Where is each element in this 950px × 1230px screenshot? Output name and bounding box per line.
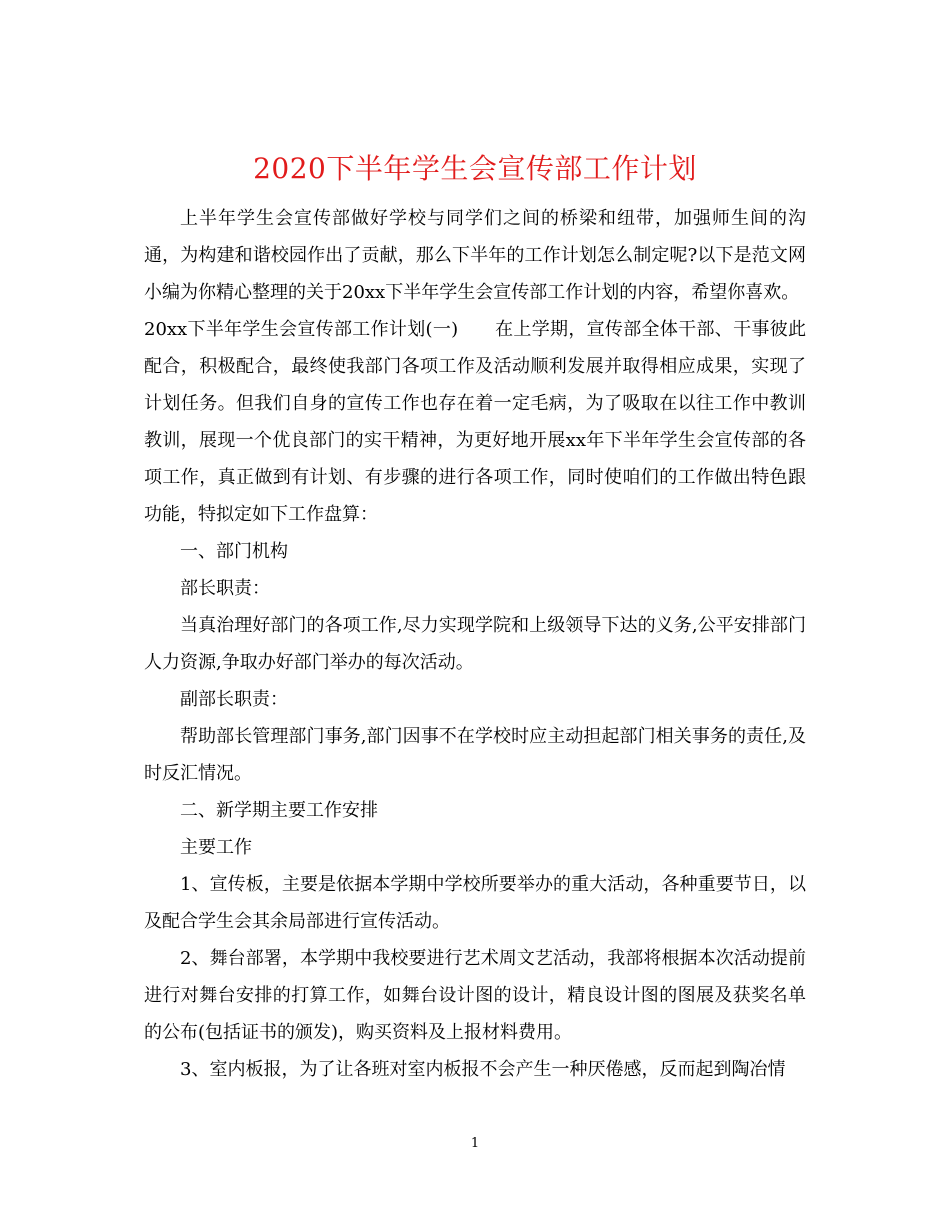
- section-heading-department: 一、部门机构: [180, 541, 288, 562]
- document-title: 2020下半年学生会宣传部工作计划: [253, 151, 697, 185]
- main-work-heading: 主要工作: [180, 837, 252, 858]
- plan-one-paragraph: 20xx下半年学生会宣传部工作计划(一) 在上学期，宣传部全体干部、干事彼此配合，积极配合，最终使我部门各项工作及活动顺利发展并取得相应成果，实现了计划任务。但我们自身的宣传工作也存在着一定毛病，为了吸取在以往工作中教训教训，展现一个优良部门的实干精神，为更好地开展xx年下半年学生会宣传部的各项工作，真正做到有计划、有步骤的进行各项工作，同时使咱们的工作做出特色跟功能，特拟定如下工作盘算：: [144, 319, 806, 525]
- page-number: 1: [470, 1136, 480, 1151]
- section-heading-work-arrangement: 二、新学期主要工作安排: [180, 800, 378, 821]
- minister-duties-paragraph: 当真治理好部门的各项工作,尽力实现学院和上级领导下达的义务,公平安排部门人力资源,争取办好部门举办的每次活动。: [144, 615, 806, 673]
- work-item-publicity-board: 1、宣传板，主要是依据本学期中学校所要举办的重大活动，各种重要节日，以及配合学生会其余局部进行宣传活动。: [144, 874, 806, 932]
- work-item-indoor-board: 3、室内板报，为了让各班对室内板报不会产生一种厌倦感，反而起到陶冶情: [180, 1059, 786, 1080]
- deputy-minister-duties-heading: 副部长职责：: [180, 689, 288, 710]
- deputy-minister-duties-paragraph: 帮助部长管理部门事务,部门因事不在学校时应主动担起部门相关事务的责任,及时反汇情况。: [144, 726, 806, 784]
- minister-duties-heading: 部长职责：: [180, 578, 270, 599]
- work-item-stage-setup: 2、舞台部署，本学期中我校要进行艺术周文艺活动，我部将根据本次活动提前进行对舞台安排的打算工作，如舞台设计图的设计，精良设计图的图展及获奖名单的公布(包括证书的颁发)，购买资料及上报材料费用。: [144, 948, 806, 1043]
- document-body: [144, 200, 806, 1088]
- intro-paragraph: 上半年学生会宣传部做好学校与同学们之间的桥梁和纽带，加强师生间的沟通，为构建和谐校园作出了贡献，那么下半年的工作计划怎么制定呢?以下是范文网小编为你精心整理的关于20xx下半年学生会宣传部工作计划的内容，希望你喜欢。: [144, 208, 806, 303]
